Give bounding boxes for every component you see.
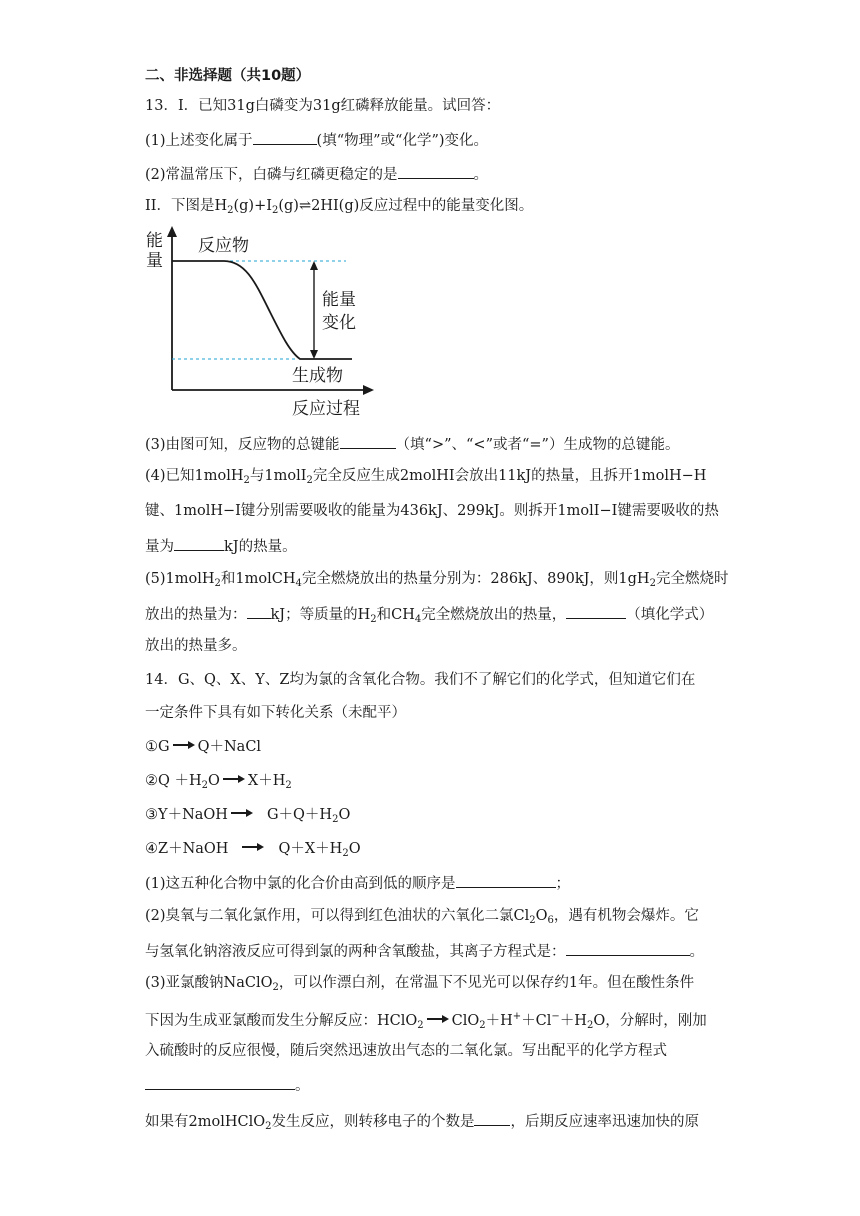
q13-part4-line2: 键、1molH−I键分别需要吸收的能量为436kJ、299kJ。则拆开1molI−I键需要吸收的热 [145,503,719,519]
q14-reaction-1 [145,737,261,757]
q13-part4-line3 [145,535,297,557]
energy-curve [172,261,352,359]
reaction-arrow-icon [173,742,195,748]
q13-part5-line1: (5)1molH$_2$和1molCH$_4$完全燃烧放出的热量分别为：286kJ、890kJ，则$1gH_2$完全燃烧时 [145,571,729,589]
text: O [348,841,361,857]
text: (2)臭氧与二氧化氯作用，可以得到红色油状的六氧化二氯Cl [145,908,530,924]
q14-reaction-2: ②Q $+H_2O$ $X+H_2$ [145,773,292,791]
text: 发生反应，则转移电子的个数是 [271,1114,475,1130]
q14-part3-line2: 下因为生成亚氯酸而发生分解反应：HClO$_2$ $ClO_2+H^++Cl^-+H_2O$，分解时，刚加 [145,1011,707,1031]
answer-blank[interactable] [340,433,396,449]
text: Q＋NaCl [197,739,262,755]
text: 放出的热量为： [145,607,247,623]
q13-p1-text-end: (填“物理”或“化学”)变化。 [316,133,489,149]
text: (5)1molH [145,571,215,587]
text: 。 [295,1078,310,1094]
text: O，分解时，刚加 [593,1013,707,1029]
text: II．下图是H [145,198,228,214]
text: (4)已知1molH [145,468,244,484]
text: 如果有2molHClO [145,1114,266,1130]
text: (g)⇌2HI(g)反应过程中的能量变化图。 [278,198,534,214]
q14-part3-line1: (3)亚氯酸钠NaClO$_2$，可以作漂白剂，在常温下不见光可以保存约1年。但在酸性条件 [145,975,695,993]
text: （填“>”、“<”或者“=”）生成物的总键能。 [395,437,680,453]
text: G＋Q＋H [266,807,333,823]
text: ClO [451,1013,480,1029]
text: (g)+I [233,198,272,214]
answer-blank[interactable] [456,872,556,888]
text: X＋H [247,773,286,789]
x-axis-arrow-icon [363,385,374,395]
text: Q＋X＋H [278,841,343,857]
text: kJ的热量。 [224,539,297,555]
q14-part3-line3: 入硫酸时的反应很慢，随后突然迅速放出气态的二氧化氯。写出配平的化学方程式 [145,1043,667,1059]
answer-blank[interactable] [566,603,626,619]
q13-part5-line2: 放出的热量为： kJ；等质量的$H_2$和$CH_4$完全燃烧放出的热量， （填化学式） [145,603,713,630]
text: O [338,807,351,823]
q13-p2-text: (2)常温常压下，白磷与红磷更稳定的是 [145,167,398,183]
q13-part1 [145,129,488,151]
q13-section2-intro: II．下图是$H_2(g)+I_2(g)\rightleftharpoons 2HI(g)$反应过程中的能量变化图。 [145,198,534,216]
text: kJ；等质量的H [270,607,371,623]
text: ③Y＋NaOH [145,807,228,823]
energy-diagram [140,224,380,424]
y-axis-label-2: 量 [146,251,163,271]
answer-blank[interactable] [247,603,271,619]
x-axis-label: 反应过程 [292,399,360,419]
energy-change-label-2: 变化 [322,313,356,333]
text: (3)亚氯酸钠NaClO [145,975,273,991]
text: 和CH [376,607,415,623]
arrow-down-icon [310,350,318,359]
energy-change-label-1: 能量 [322,290,356,310]
reaction-arrow-icon [223,776,245,782]
y-axis-label-1: 能 [146,231,163,251]
q13-p1-text: (1)上述变化属于 [145,133,253,149]
text: 和1molCH [220,571,296,587]
text: O [535,908,548,924]
answer-blank[interactable] [566,940,690,956]
q14-reaction-4: ④Z＋NaOH $Q+X+H_2O$ [145,841,361,859]
q14-reaction-3: ③Y＋NaOH $G+Q+H_2O$ [145,807,351,825]
text: ＋H [485,1013,513,1029]
text: ＋H [559,1013,587,1029]
text: (3)由图可知，反应物的总键能 [145,437,340,453]
text: （填化学式） [626,607,714,623]
answer-blank[interactable] [474,1110,510,1126]
q14-part2-line2 [145,940,704,962]
text: O [208,773,220,789]
q13-p2-text-end: 。 [473,167,489,183]
q13-part2 [145,163,488,185]
text: 与1molI [249,468,307,484]
text: ＋Cl [521,1013,552,1029]
arrow-up-icon [310,261,318,270]
text: 下因为生成亚氯酸而发生分解反应：HClO [145,1013,418,1029]
text: ④Z＋NaOH [145,841,229,857]
text: ，遇有机物会爆炸。它 [553,908,699,924]
text: 量为 [145,539,174,555]
text: (1)这五种化合物中氯的化合价由高到低的顺序是 [145,876,456,892]
text: ，后期反应速率迅速加快的原 [510,1114,699,1130]
q13-part5-line3: 放出的热量多。 [145,638,247,654]
reactant-label: 反应物 [198,236,249,256]
y-axis-arrow-icon [167,226,177,237]
text: 。 [689,944,704,960]
reaction-arrow-icon [231,810,253,816]
text: 与氢氧化钠溶液反应可得到氯的两种含氧酸盐，其离子方程式是： [145,944,566,960]
answer-blank[interactable] [398,163,474,179]
text: 完全燃烧时 [655,571,729,587]
text: 完全燃烧放出的热量分别为：286kJ、890kJ，则1gH [301,571,650,587]
q13-part4-line1: (4)已知1molH$_2$与1molI$_2$完全反应生成2molHI会放出11kJ的热量，且拆开1molH−H [145,468,707,486]
q14-part1 [145,872,570,894]
q14-part2-line1: (2)臭氧与二氧化氯作用，可以得到红色油状的六氧化二氯$Cl_2O_6$，遇有机物会爆炸。它 [145,908,699,926]
q13-intro: 13．I．已知31g白磷变为31g红磷释放能量。试回答： [145,98,501,114]
product-label: 生成物 [292,366,343,386]
q14-part3-line4 [145,1074,310,1096]
reaction-arrow-icon [427,1016,449,1022]
reaction-arrow-icon [242,844,264,850]
section-title: 二、非选择题（共10题） [145,68,311,84]
q14-part3-line5: 如果有2molHClO$_2$发生反应，则转移电子的个数是 ，后期反应速率迅速加快的原 [145,1110,699,1137]
text: 完全反应生成2molHI会放出11kJ的热量，且拆开1molH−H [312,468,707,484]
q13-part3 [145,433,679,455]
text: ； [555,876,571,892]
answer-blank[interactable] [253,129,317,145]
text: ②Q ＋H [145,773,202,789]
answer-blank[interactable] [174,535,224,551]
q14-intro-line1: 14．G、Q、X、Y、Z均为氯的含氧化合物。我们不了解它们的化学式，但知道它们在 [145,672,696,688]
answer-blank[interactable] [145,1074,295,1090]
text: 完全燃烧放出的热量， [421,607,567,623]
q14-intro-line2: 一定条件下具有如下转化关系（未配平） [145,705,406,721]
text: ①G [145,739,170,755]
text: ，可以作漂白剂，在常温下不见光可以保存约1年。但在酸性条件 [278,975,695,991]
